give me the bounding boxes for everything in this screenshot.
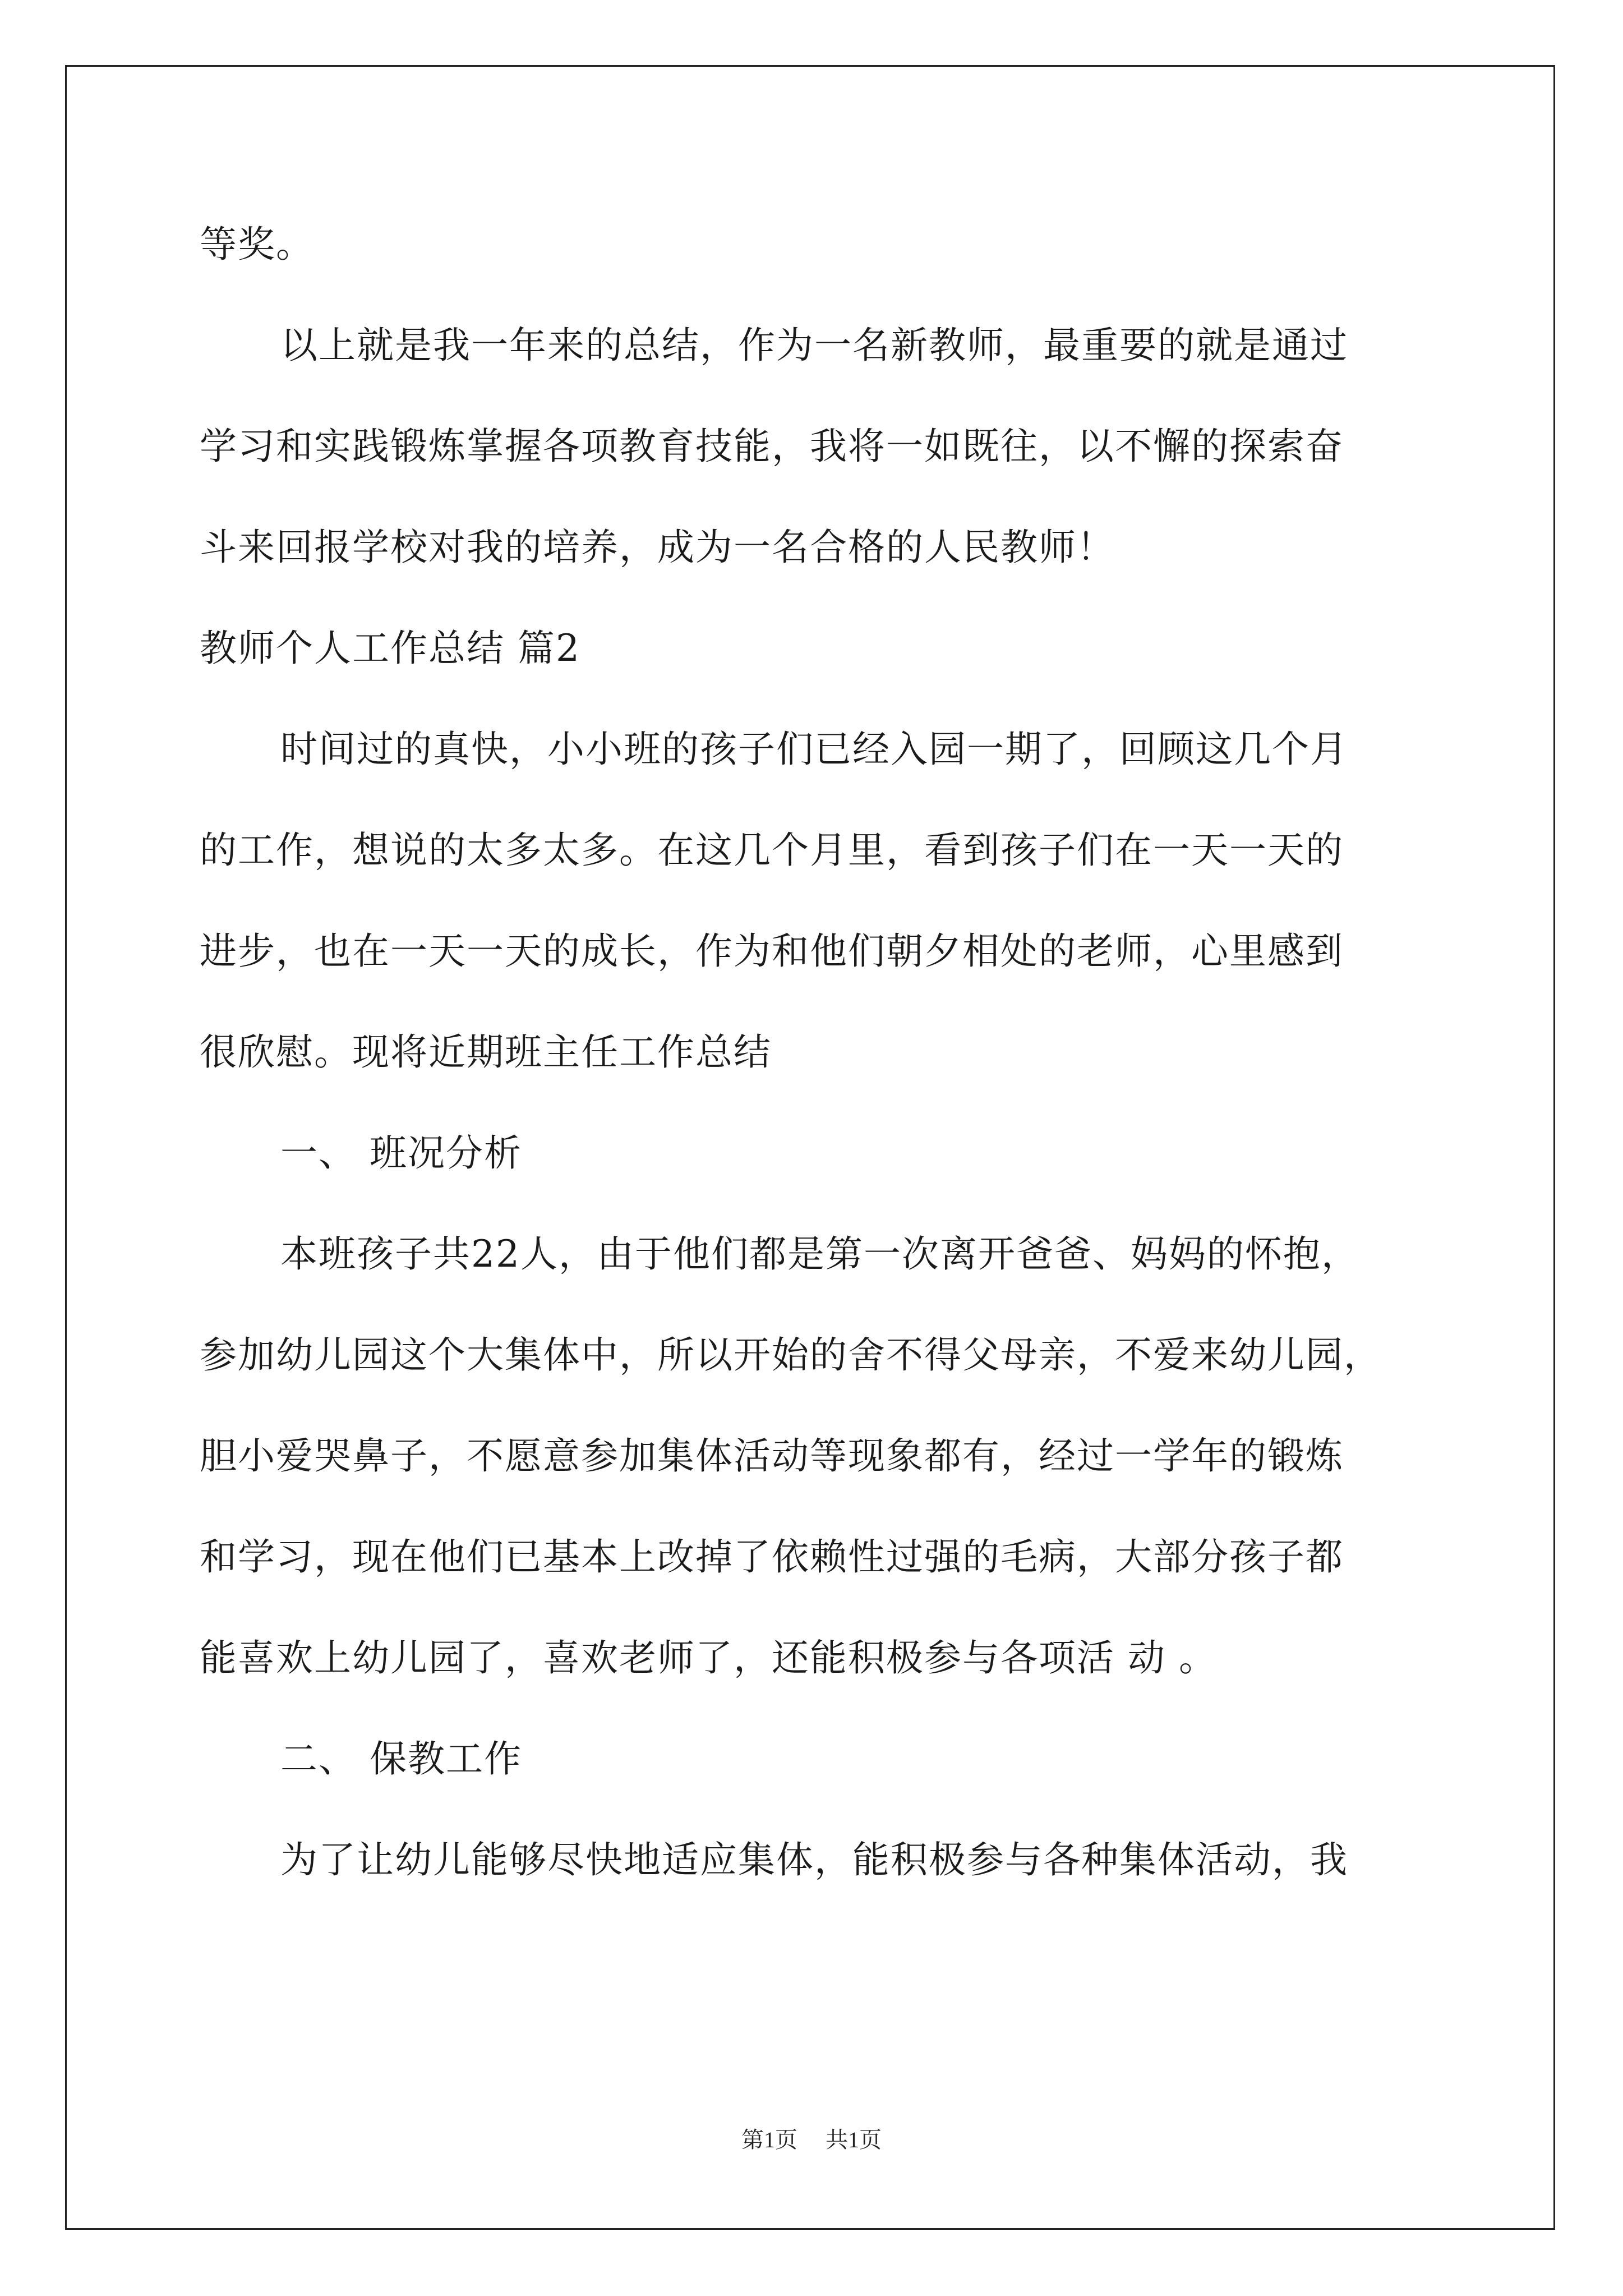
- paragraph-line: 等奖。: [200, 223, 314, 266]
- paragraph-line: 很欣慰。现将近期班主任工作总结: [200, 1030, 772, 1074]
- paragraph-line: 斗来回报学校对我的培养，成为一名合格的人民教师！: [200, 526, 1115, 569]
- paragraph-line: 的工作，想说的太多太多。在这几个月里，看到孩子们在一天一天的: [200, 829, 1344, 872]
- subsection-heading: 一、 班况分析: [280, 1131, 522, 1175]
- paragraph-line: 参加幼儿园这个大集体中，所以开始的舍不得父母亲，不爱来幼儿园，: [200, 1333, 1382, 1377]
- page-total: 共1页: [826, 2127, 882, 2152]
- paragraph-line: 和学习，现在他们已基本上改掉了依赖性过强的毛病，大部分孩子都: [200, 1535, 1344, 1579]
- paragraph-line: 以上就是我一年来的总结，作为一名新教师，最重要的就是通过: [280, 324, 1348, 367]
- page-footer: [0, 2129, 1623, 2151]
- paragraph-line: 为了让幼儿能够尽快地适应集体，能积极参与各种集体活动，我: [280, 1838, 1348, 1881]
- subsection-heading: 二、 保教工作: [280, 1737, 522, 1780]
- paragraph-line: 能喜欢上幼儿园了，喜欢老师了，还能积极参与各项活 动 。: [200, 1636, 1217, 1680]
- paragraph-line: 本班孩子共22人，由于他们都是第一次离开爸爸、妈妈的怀抱，: [280, 1232, 1359, 1276]
- paragraph-line: 时间过的真快，小小班的孩子们已经入园一期了，回顾这几个月: [280, 728, 1348, 771]
- paragraph-line: 胆小爱哭鼻子，不愿意参加集体活动等现象都有，经过一学年的锻炼: [200, 1434, 1344, 1478]
- paragraph-line: 进步，也在一天一天的成长，作为和他们朝夕相处的老师，心里感到: [200, 930, 1344, 973]
- section-heading: 教师个人工作总结 篇2: [200, 627, 580, 670]
- page-number: 第1页: [741, 2127, 797, 2152]
- paragraph-line: 学习和实践锻炼掌握各项教育技能，我将一如既往，以不懈的探索奋: [200, 425, 1344, 468]
